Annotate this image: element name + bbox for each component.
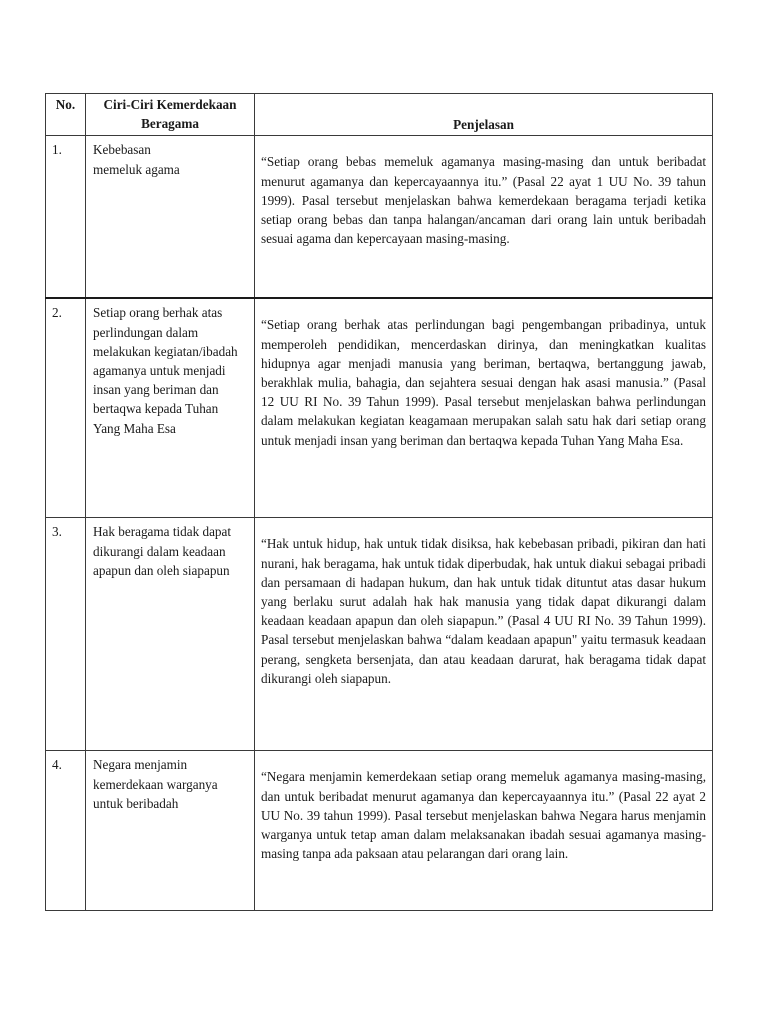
row-ciri bbox=[86, 751, 255, 911]
row-number: 1. bbox=[46, 136, 86, 299]
header-penjelasan: Penjelasan bbox=[255, 94, 713, 136]
row-penjelasan: “Setiap orang bebas memeluk agamanya masing-masing dan untuk beribadat menurut agamanya dan kepercayaannya itu.” (Pasal 22 ayat 1 UU No. 39 tahun 1999). Pasal tersebut menjelaskan bahwa kemerdekaan beragama terjadi ketika setiap orang bebas dan tanpa halangan/ancaman dari orang lain untuk beribadah sesuai agama dan kepercayaan masing-masing. bbox=[255, 136, 713, 299]
header-no: No. bbox=[46, 94, 86, 136]
row-ciri-line: Kebebasan bbox=[93, 142, 151, 158]
table-header-row bbox=[46, 94, 713, 136]
row-penjelasan: “Negara menjamin kemerdekaan setiap orang memeluk agamanya masing-masing, dan untuk beribadat menurut agamanya dan kepercayaannya itu.” (Pasal 22 ayat 2 UU No. 39 tahun 1999). Pasal tersebut menjelaskan bahwa Negara harus menjamin warganya untuk tetap aman dalam melaksanakan ibadah sesuai agamanya masing-masing tanpa ada paksaan atau pelarangan dari orang lain. bbox=[255, 751, 713, 911]
row-ciri bbox=[86, 136, 255, 299]
row-number: 3. bbox=[46, 518, 86, 751]
freedom-of-religion-table bbox=[45, 93, 713, 911]
row-number: 2. bbox=[46, 298, 86, 518]
row-ciri-line: Hak beragama tidak dapat dikurangi dalam keadaan apapun dan oleh siapapun bbox=[93, 524, 232, 578]
table-row bbox=[46, 751, 713, 911]
header-ciri: Ciri-Ciri Kemerdekaan Beragama bbox=[86, 94, 255, 136]
row-number: 4. bbox=[46, 751, 86, 911]
row-ciri bbox=[86, 518, 255, 751]
table-row bbox=[46, 298, 713, 518]
row-ciri-line: memeluk agama bbox=[93, 161, 180, 177]
row-ciri-line: Setiap orang berhak atas perlindungan dalam melakukan kegiatan/ibadah agamanya untuk menjadi insan yang beriman dan bertaqwa kepada Tuhan Yang Maha Esa bbox=[93, 305, 238, 436]
table-row bbox=[46, 518, 713, 751]
row-penjelasan: “Setiap orang berhak atas perlindungan bagi pengembangan pribadinya, untuk memperoleh pendidikan, mencerdaskan dirinya, dan meningkatkan kualitas hidupnya agar menjadi manusia yang beriman, bertaqwa, bertanggung jawab, berakhlak mulia, bahagia, dan sejahtera sesuai dengan hak asasi manusia.” (Pasal 12 UU RI No. 39 Tahun 1999). Pasal tersebut menjelaskan bahwa perlindungan dalam melakukan kegiatan keagamaan merupakan salah satu hak dari setiap orang untuk menjadi insan yang beriman dan bertaqwa kepada Tuhan Yang Maha Esa. bbox=[255, 298, 713, 518]
row-penjelasan: “Hak untuk hidup, hak untuk tidak disiksa, hak kebebasan pribadi, pikiran dan hati nurani, hak beragama, hak untuk tidak diperbudak, hak untuk diakui sebagai pribadi dan persamaan di hadapan hukum, dan hak untuk tidak dituntut atas dasar hukum yang berlaku surut adalah hak hak manusia yang tidak dapat dikurangi dalam keadaan keadaan apapun dan oleh siapapun.” (Pasal 4 UU RI No. 39 Tahun 1999). Pasal tersebut menjelaskan bahwa “dalam keadaan apapun" yaitu termasuk keadaan perang, sengketa bersenjata, dan atau keadaan darurat, hak beragama tidak dapat dikurangi oleh siapapun. bbox=[255, 518, 713, 751]
table-row bbox=[46, 136, 713, 299]
row-ciri-line: Negara menjamin kemerdekaan warganya untuk beribadah bbox=[93, 757, 218, 811]
row-ciri bbox=[86, 298, 255, 518]
